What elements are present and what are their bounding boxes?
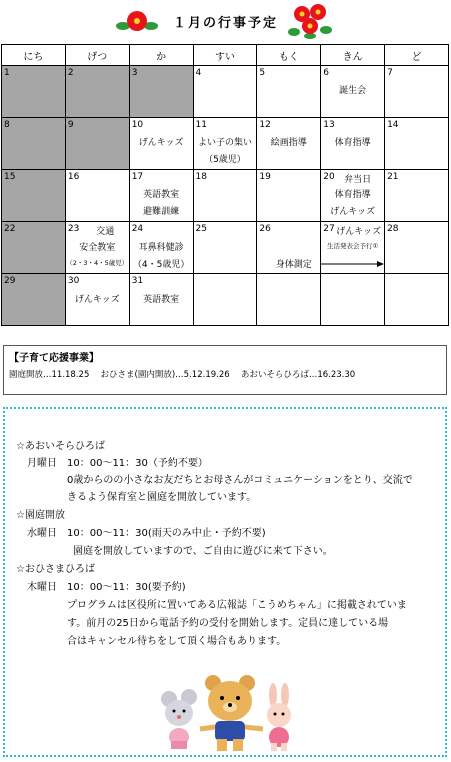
day-cell (321, 274, 385, 326)
day-number: 25 (195, 224, 207, 234)
rabbit-icon (267, 683, 291, 751)
section-title: ☆おひさまひろば (16, 564, 95, 575)
info-box (3, 407, 447, 757)
calendar-week (2, 170, 449, 222)
section-time: 木曜日 10：00～11：30(要予約) (27, 582, 186, 593)
weekday-header: か (129, 45, 193, 66)
day-cell (321, 222, 385, 274)
section-desc: 園庭を開放していますので、ご自由に遊びに来て下さい。 (73, 546, 333, 557)
header (0, 0, 451, 42)
section-desc: す。前月の25日から電話予約の受付を開始します。定員に達している場 (67, 618, 389, 629)
section-desc: きるよう保育室と園庭を開放しています。 (67, 492, 257, 503)
event-label: 英語教室 (143, 190, 180, 200)
day-cell (385, 222, 449, 274)
event-label: げんキッズ (336, 227, 382, 237)
event-label: 誕生会 (339, 86, 367, 96)
day-number: 16 (67, 172, 80, 182)
calendar-table (1, 44, 449, 326)
bear-icon (200, 675, 263, 751)
day-cell (193, 222, 257, 274)
weekday-header: すい (193, 45, 257, 66)
day-cell (321, 118, 385, 170)
day-cell (2, 274, 66, 326)
day-number: 29 (4, 276, 16, 286)
section-title: ☆あおいそらひろば (16, 441, 105, 452)
event-label: 交通 (96, 227, 115, 237)
section-time: 水曜日 10：00～11：30(雨天のみ中止・予約不要) (27, 528, 266, 539)
characters-illustration (155, 671, 305, 753)
day-cell (129, 274, 193, 326)
day-cell (385, 170, 449, 222)
day-number: 11 (195, 120, 207, 130)
event-label: 安全教室 (79, 243, 116, 253)
day-cell (385, 118, 449, 170)
mouse-icon (161, 689, 197, 749)
support-box (3, 345, 447, 395)
day-cell (257, 66, 321, 118)
day-number: 30 (67, 276, 80, 286)
event-label: げんキッズ (74, 295, 120, 305)
event-label: よい子の集い (197, 138, 252, 148)
event-label: （2・3・4・5歳児） (66, 259, 129, 267)
section-desc: 0歳からのの小さなお友だちとお母さんがコミュニケーションをとり、交流で (67, 475, 413, 486)
calendar-week (2, 66, 449, 118)
section-desc: プログラムは区役所に置いてある広報誌「こうめちゃん」に掲載されていま (67, 600, 407, 611)
event-label: げんキッズ (138, 138, 184, 148)
event-label: （5歳児） (204, 155, 246, 165)
event-label: 身体測定 (275, 260, 312, 270)
day-cell (65, 274, 129, 326)
event-label: （4・5歳児） (132, 260, 190, 270)
weekday-header: ど (385, 45, 449, 66)
event-label: 弁当日 (344, 175, 372, 185)
day-number: 15 (4, 172, 16, 182)
day-number: 17 (131, 172, 144, 182)
day-number: 8 (4, 120, 10, 130)
day-cell (321, 66, 385, 118)
day-cell (193, 118, 257, 170)
section-desc: 合はキャンセル待ちをして頂く場合もあります。 (67, 636, 287, 647)
day-number: 3 (131, 68, 138, 78)
day-number: 24 (131, 224, 144, 234)
day-cell (257, 170, 321, 222)
section-time: 月曜日 10：00～11：30（予約不要） (27, 458, 208, 469)
day-number: 28 (387, 224, 399, 234)
day-cell (2, 170, 66, 222)
day-cell (129, 118, 193, 170)
event-label: 避難訓練 (143, 207, 180, 217)
day-cell (65, 66, 129, 118)
event-label: 体育指導 (334, 190, 371, 200)
weekday-header: もく (257, 45, 321, 66)
calendar-week (2, 222, 449, 274)
day-cell (2, 118, 66, 170)
day-number: 19 (259, 172, 271, 182)
day-cell (257, 118, 321, 170)
day-number: 14 (387, 120, 399, 130)
calendar-week (2, 118, 449, 170)
arrow-icon (321, 260, 385, 268)
event-label: 絵画指導 (270, 138, 307, 148)
day-number: 7 (387, 68, 393, 78)
day-number: 27 (323, 224, 335, 234)
day-cell (65, 170, 129, 222)
day-number: 1 (4, 68, 10, 78)
calendar-week (2, 274, 449, 326)
weekday-header-row (2, 45, 449, 66)
day-number: 13 (323, 120, 335, 130)
weekday-header: きん (321, 45, 385, 66)
day-cell (129, 170, 193, 222)
weekday-header: にち (2, 45, 66, 66)
day-cell (129, 222, 193, 274)
event-label: 生活発表会予行① (326, 242, 379, 250)
day-number: 5 (259, 68, 266, 78)
day-number: 6 (323, 68, 329, 78)
day-number: 26 (259, 224, 271, 234)
day-cell (2, 222, 66, 274)
day-cell (65, 222, 129, 274)
day-number: 20 (323, 172, 335, 182)
day-cell (2, 66, 66, 118)
day-number: 23 (67, 224, 80, 234)
event-label: げんキッズ (330, 207, 376, 217)
day-number: 4 (195, 68, 202, 78)
day-cell (193, 66, 257, 118)
section-title: ☆園庭開放 (16, 510, 65, 521)
day-number: 18 (195, 172, 207, 182)
day-number: 10 (131, 120, 144, 130)
day-cell (129, 66, 193, 118)
day-number: 31 (131, 276, 144, 286)
flower-icon (288, 2, 332, 40)
day-number: 2 (67, 68, 74, 78)
day-cell (257, 274, 321, 326)
weekday-header: げつ (65, 45, 129, 66)
support-heading: 【子育て応援事業】 (9, 353, 99, 364)
page-title: １月の行事予定 (172, 16, 278, 31)
day-cell (193, 170, 257, 222)
event-label: 英語教室 (143, 295, 180, 305)
day-number: 12 (259, 120, 271, 130)
day-cell (193, 274, 257, 326)
day-cell (65, 118, 129, 170)
day-cell (385, 274, 449, 326)
day-cell (385, 66, 449, 118)
event-label: 体育指導 (334, 138, 371, 148)
day-number: 21 (387, 172, 399, 182)
support-schedule: 園庭開放…11.18.25 おひさま(園内開放)…5.12.19.26 あおいそらひろば…16.23.30 (9, 370, 356, 380)
day-cell (321, 170, 385, 222)
day-number: 22 (4, 224, 16, 234)
day-number: 9 (67, 120, 74, 130)
day-cell (257, 222, 321, 274)
event-label: 耳鼻科健診 (138, 243, 184, 253)
